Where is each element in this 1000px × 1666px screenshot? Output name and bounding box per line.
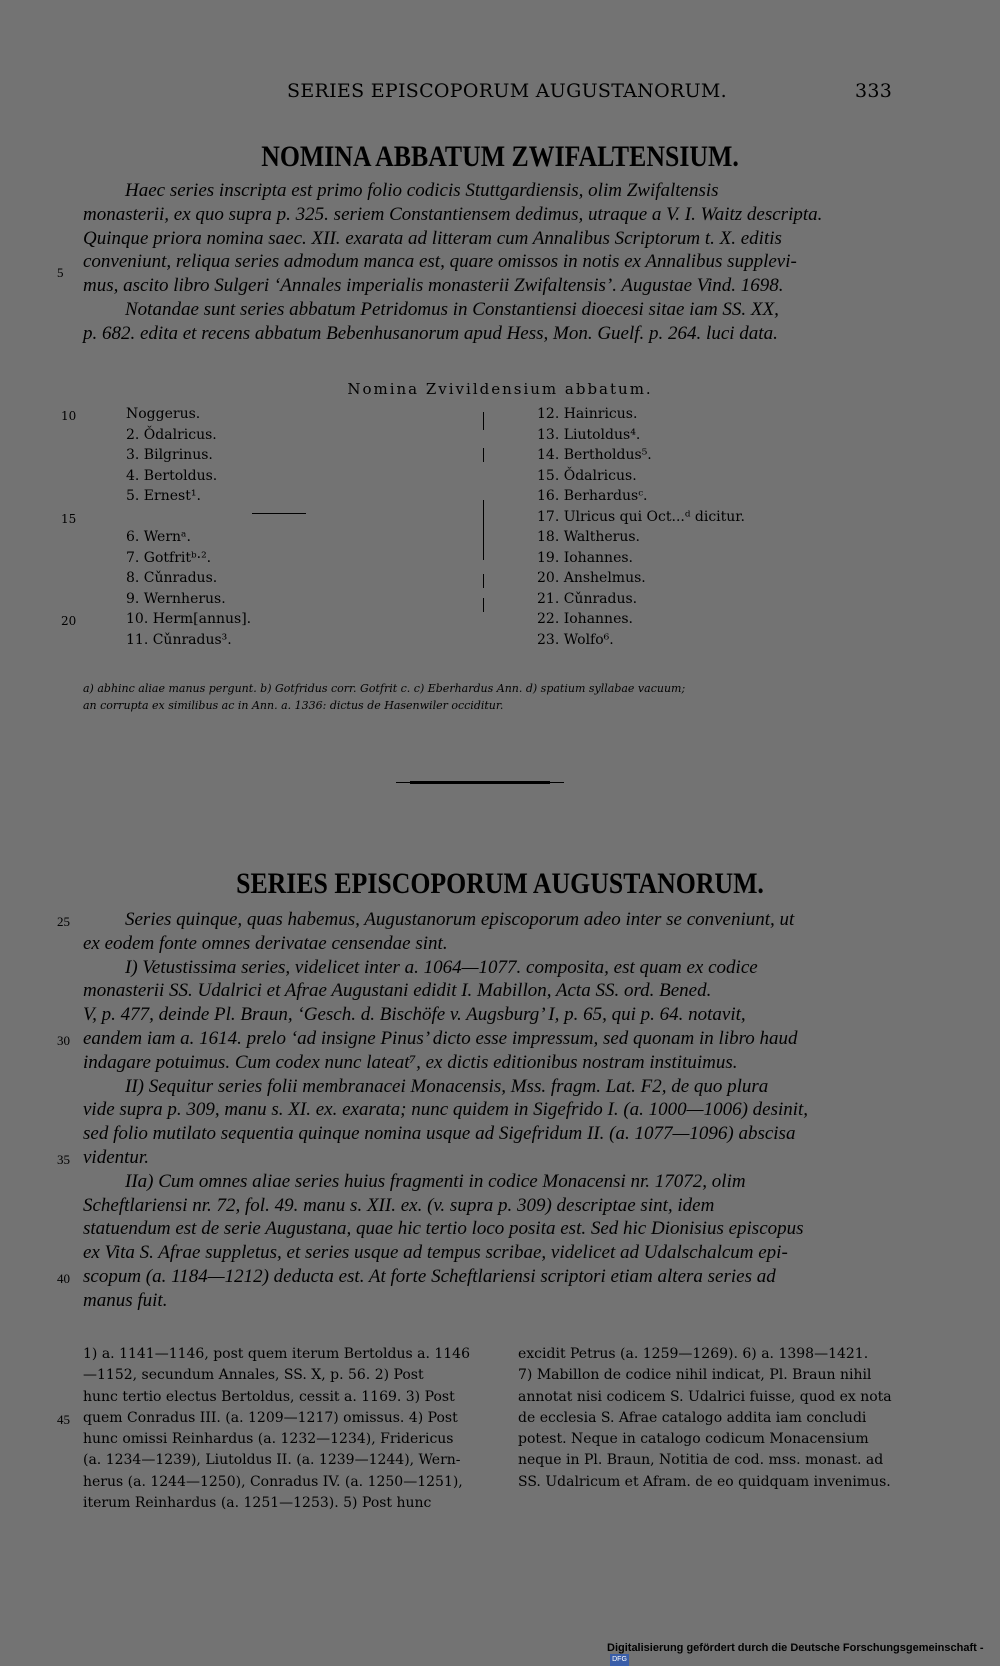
footnote-line: a) abhinc aliae manus pergunt. b) Gotfridus corr. Gotfrit c. c) Eberhardus Ann. d) spatium syllabae vacuum; — [83, 682, 686, 695]
list-item: 22. Iohannes. — [537, 611, 633, 627]
dfg-logo-icon: DFG — [610, 1654, 629, 1666]
note-line: annotat nisi codicem S. Udalrici fuisse, quod ex nota — [518, 1388, 892, 1405]
note-line: 7) Mabillon de codice nihil indicat, Pl. Braun nihil — [518, 1367, 872, 1384]
column-divider — [483, 500, 484, 560]
list-item — [126, 507, 251, 528]
notes-column-left — [83, 1344, 470, 1514]
table-title: Nomina Zvivildensium abbatum. — [347, 380, 653, 398]
section-title-abbatum: NOMINA ABBATUM ZWIFALTENSIUM. — [261, 140, 739, 173]
digitization-footer — [607, 1642, 1000, 1666]
text-line: mus, ascito libro Sulgeri ‘Annales imperialis monasterii Zwifaltensis’. Augustae Vind. 1698. — [83, 275, 784, 297]
list-item: 8. Cǔnradus. — [126, 570, 218, 586]
text-line: monasterii, ex quo supra p. 325. seriem Constantiensem dedimus, utraque a V. I. Waitz descripta. — [83, 203, 823, 225]
list-item: 2. Ǒdalricus. — [126, 426, 217, 443]
note-line: excidit Petrus (a. 1259—1269). 6) a. 1398—1421. — [518, 1346, 869, 1362]
list-item: 5. Ernest¹. — [126, 488, 201, 504]
note-line: potest. Neque in catalogo codicum Monacensium — [518, 1431, 869, 1448]
line-number: 10 — [61, 409, 77, 423]
section-title-episcoporum: SERIES EPISCOPORUM AUGUSTANORUM. — [236, 867, 764, 900]
list-item: 16. Berhardusᶜ. — [537, 488, 648, 504]
text-line: indagare potuimus. Cum codex nunc lateat⁷, ex dictis editionibus nostram instituimus. — [83, 1051, 738, 1073]
text-line: II) Sequitur series folii membranacei Monacensis, Mss. fragm. Lat. F2, de quo plura — [125, 1075, 769, 1097]
note-line: de ecclesia S. Afrae catalogo addita iam concludi — [518, 1409, 867, 1426]
note-line: neque in Pl. Braun, Notitia de cod. mss. monast. ad — [518, 1452, 884, 1469]
line-number: 5 — [57, 265, 64, 280]
list-item: 18. Waltherus. — [537, 529, 640, 545]
text-line: vide supra p. 309, manu s. XI. ex. exarata; nunc quidem in Sigefrido I. (a. 1000—1006) desinit, — [83, 1099, 809, 1121]
text-line: ex eodem fonte omnes derivatae censendae sint. — [83, 932, 448, 954]
text-line: sed folio mutilato sequentia quinque nomina usque ad Sigefridum II. (a. 1077—1096) abscisa — [83, 1123, 796, 1145]
text-line: I) Vetustissima series, videlicet inter a. 1064—1077. composita, est quam ex codice — [125, 956, 758, 978]
list-item: 15. Ǒdalricus. — [537, 467, 637, 484]
text-line: ex Vita S. Afrae suppletus, et series usque ad tempus scribae, videlicet ad Udalschalcum epi- — [83, 1242, 788, 1264]
text-line: Series quinque, quas habemus, Augustanorum episcoporum adeo inter se conveniunt, ut — [125, 909, 795, 930]
page-number: 333 — [855, 80, 893, 102]
list-item: 7. Gotfritᵇ·². — [126, 549, 212, 566]
abbots-list-left — [126, 404, 251, 650]
list-item: 6. Wernᵃ. — [126, 529, 191, 545]
note-line: hunc omissi Reinhardus (a. 1232—1234), Fridericus — [83, 1431, 454, 1448]
line-number: 35 — [57, 1152, 70, 1167]
intro-paragraph-abbatum — [83, 179, 891, 346]
note-line: —1152, secundum Annales, SS. X, p. 56. 2) Post — [83, 1367, 424, 1384]
note-line: SS. Udalricum et Afram. de eo quidquam invenimus. — [518, 1473, 891, 1490]
note-line: 1) a. 1141—1146, post quem iterum Bertoldus a. 1146 — [83, 1346, 470, 1362]
text-line: conveniunt, reliqua series admodum manca est, quare omissos in notis ex Annalibus supplevi- — [83, 251, 797, 273]
text-line: Haec series inscripta est primo folio codicis Stuttgardiensis, olim Zwifaltensis — [125, 180, 719, 201]
footnote-line: an corrupta ex similibus ac in Ann. a. 1336: dictus de Hasenwiler occiditur. — [83, 699, 504, 712]
line-number: 25 — [57, 914, 70, 929]
text-line: Quinque priora nomina saec. XII. exarata ad litteram cum Annalibus Scriptorum t. X. editis — [83, 227, 782, 249]
list-item: 4. Bertoldus. — [126, 467, 218, 484]
list-item: 3. Bilgrinus. — [126, 447, 213, 463]
abbots-list-right — [537, 404, 745, 650]
intro-paragraph-episcoporum — [83, 908, 891, 1313]
list-item: 23. Wolfo⁶. — [537, 631, 614, 648]
list-item: 13. Liutoldus⁴. — [537, 426, 641, 443]
text-line: Scheftlariensi nr. 72, fol. 49. manu s. XII. ex. (v. supra p. 309) descriptae sint, idem — [83, 1194, 715, 1216]
list-item: 14. Bertholdus⁵. — [537, 447, 652, 463]
list-item: 9. Wernherus. — [126, 590, 226, 607]
column-divider — [483, 448, 484, 462]
note-line: (a. 1234—1239), Liutoldus II. (a. 1239—1244), Wern- — [83, 1452, 461, 1469]
list-item: 21. Cǔnradus. — [537, 590, 638, 607]
list-item: 20. Anshelmus. — [537, 570, 646, 586]
list-item: 17. Ulricus qui Oct...ᵈ dicitur. — [537, 508, 745, 525]
line-number: 30 — [57, 1033, 70, 1048]
list-item: Noggerus. — [126, 406, 201, 422]
list-item: 10. Herm[annus]. — [126, 611, 252, 627]
note-line: quem Conradus III. (a. 1209—1217) omissus. 4) Post — [83, 1409, 458, 1426]
line-number: 40 — [57, 1271, 70, 1286]
text-line: manus fuit. — [83, 1289, 168, 1311]
column-divider — [483, 574, 484, 588]
note-line: hunc tertio electus Bertoldus, cessit a. 1169. 3) Post — [83, 1388, 455, 1405]
gap-dash — [252, 513, 306, 514]
column-divider — [483, 412, 484, 430]
list-item: 11. Cǔnradus³. — [126, 631, 232, 648]
letter-footnotes — [83, 680, 893, 714]
text-line: IIa) Cum omnes aliae series huius fragmenti in codice Monacensi nr. 17072, olim — [125, 1170, 746, 1192]
text-line: statuendum est de serie Augustana, quae hic tertio loco posita est. Sed hic Dionisius episcopus — [83, 1218, 804, 1240]
text-line: p. 682. edita et recens abbatum Bebenhusanorum apud Hess, Mon. Guelf. p. 264. luci data. — [83, 322, 778, 344]
footer-text: Digitalisierung gefördert durch die Deutsche Forschungsgemeinschaft - — [607, 1642, 984, 1654]
notes-column-right — [518, 1344, 892, 1493]
line-number: 15 — [61, 512, 77, 526]
list-item: 12. Hainricus. — [537, 406, 638, 422]
line-number: 45 — [57, 1412, 70, 1427]
running-title: SERIES EPISCOPORUM AUGUSTANORUM. — [287, 80, 727, 102]
list-item: 19. Iohannes. — [537, 549, 633, 566]
note-line: herus (a. 1244—1250), Conradus IV. (a. 1250—1251), — [83, 1473, 463, 1490]
note-line: iterum Reinhardus (a. 1251—1253). 5) Post hunc — [83, 1495, 432, 1512]
line-number: 20 — [61, 614, 77, 628]
text-line: V, p. 477, deinde Pl. Braun, ‘Gesch. d. Bischöfe v. Augsburg’ I, p. 65, qui p. 64. notavit, — [83, 1004, 746, 1026]
text-line: scopum (a. 1184—1212) deducta est. At forte Scheftlariensi scriptori etiam altera series ad — [83, 1265, 776, 1287]
text-line: videntur. — [83, 1146, 149, 1168]
text-line: Notandae sunt series abbatum Petridomus in Constantiensi dioecesi sitae iam SS. XX, — [125, 298, 779, 320]
separator-rule-thick — [410, 781, 550, 784]
text-line: monasterii SS. Udalrici et Afrae Augustani edidit I. Mabillon, Acta SS. ord. Bened. — [83, 980, 712, 1002]
text-line: eandem iam a. 1614. prelo ‘ad insigne Pinus’ dicto esse impressum, sed quonam in libro haud — [83, 1027, 798, 1049]
column-divider — [483, 598, 484, 612]
